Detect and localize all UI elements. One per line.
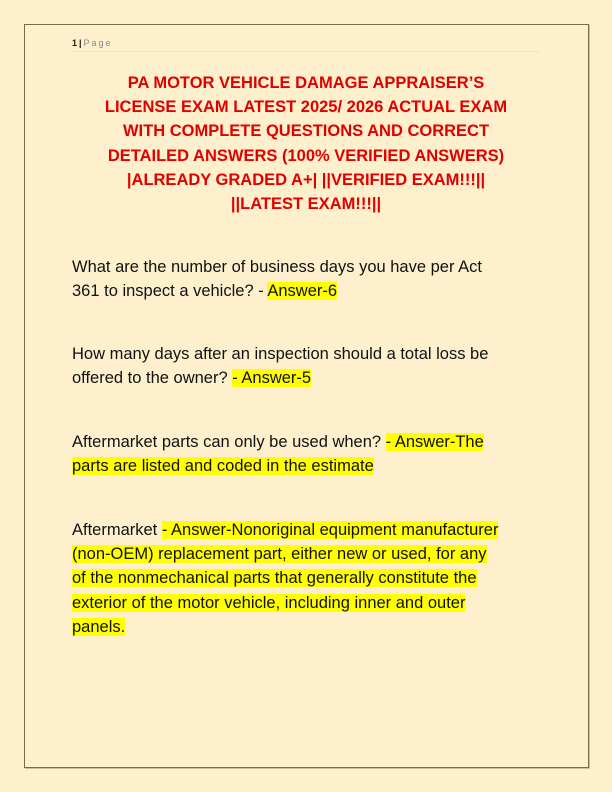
document-title [72,71,540,216]
answer-highlight: parts are listed and coded in the estimate [72,457,374,476]
answer-highlight: - Answer-5 [232,369,312,388]
answer-highlight: - Answer-The [385,433,484,451]
question-text: How many days after an inspection should a total loss be [72,345,489,363]
title-line: ||LATEST EXAM!!!|| [230,195,382,214]
title-line: PA MOTOR VEHICLE DAMAGE APPRAISER’S [127,74,485,92]
qa-item-1 [72,255,547,303]
page-label: Page [83,38,113,48]
title-line: |ALREADY GRADED A+| ||VERIFIED EXAM!!!|| [126,170,486,189]
answer-highlight: panels. [72,617,126,636]
answer-highlight: exterior of the motor vehicle, including inner and outer [72,593,466,612]
question-text: What are the number of business days you have per Act [72,258,482,276]
answer-highlight: (non-OEM) replacement part, either new or used, for any [72,545,487,564]
question-text: offered to the owner? [72,369,233,388]
question-text: 361 to inspect a vehicle? - [72,282,268,301]
page-separator: | [79,38,82,48]
question-text: Aftermarket parts can only be used when? [72,433,386,451]
title-line: DETAILED ANSWERS (100% VERIFIED ANSWERS) [107,146,505,165]
qa-item-3 [72,430,547,478]
answer-highlight: - Answer-Nonoriginal equipment manufacturer [161,521,499,539]
qa-item-2 [72,342,547,390]
page-header [72,37,540,52]
qa-item-4 [72,518,547,639]
title-line: WITH COMPLETE QUESTIONS AND CORRECT [122,122,490,141]
answer-highlight: Answer-6 [267,282,338,301]
page-number: 1 [72,38,78,48]
question-text: Aftermarket [72,521,162,539]
title-line: LICENSE EXAM LATEST 2025/ 2026 ACTUAL EXAM [104,98,508,117]
answer-highlight: of the nonmechanical parts that generally constitute the [72,569,477,588]
